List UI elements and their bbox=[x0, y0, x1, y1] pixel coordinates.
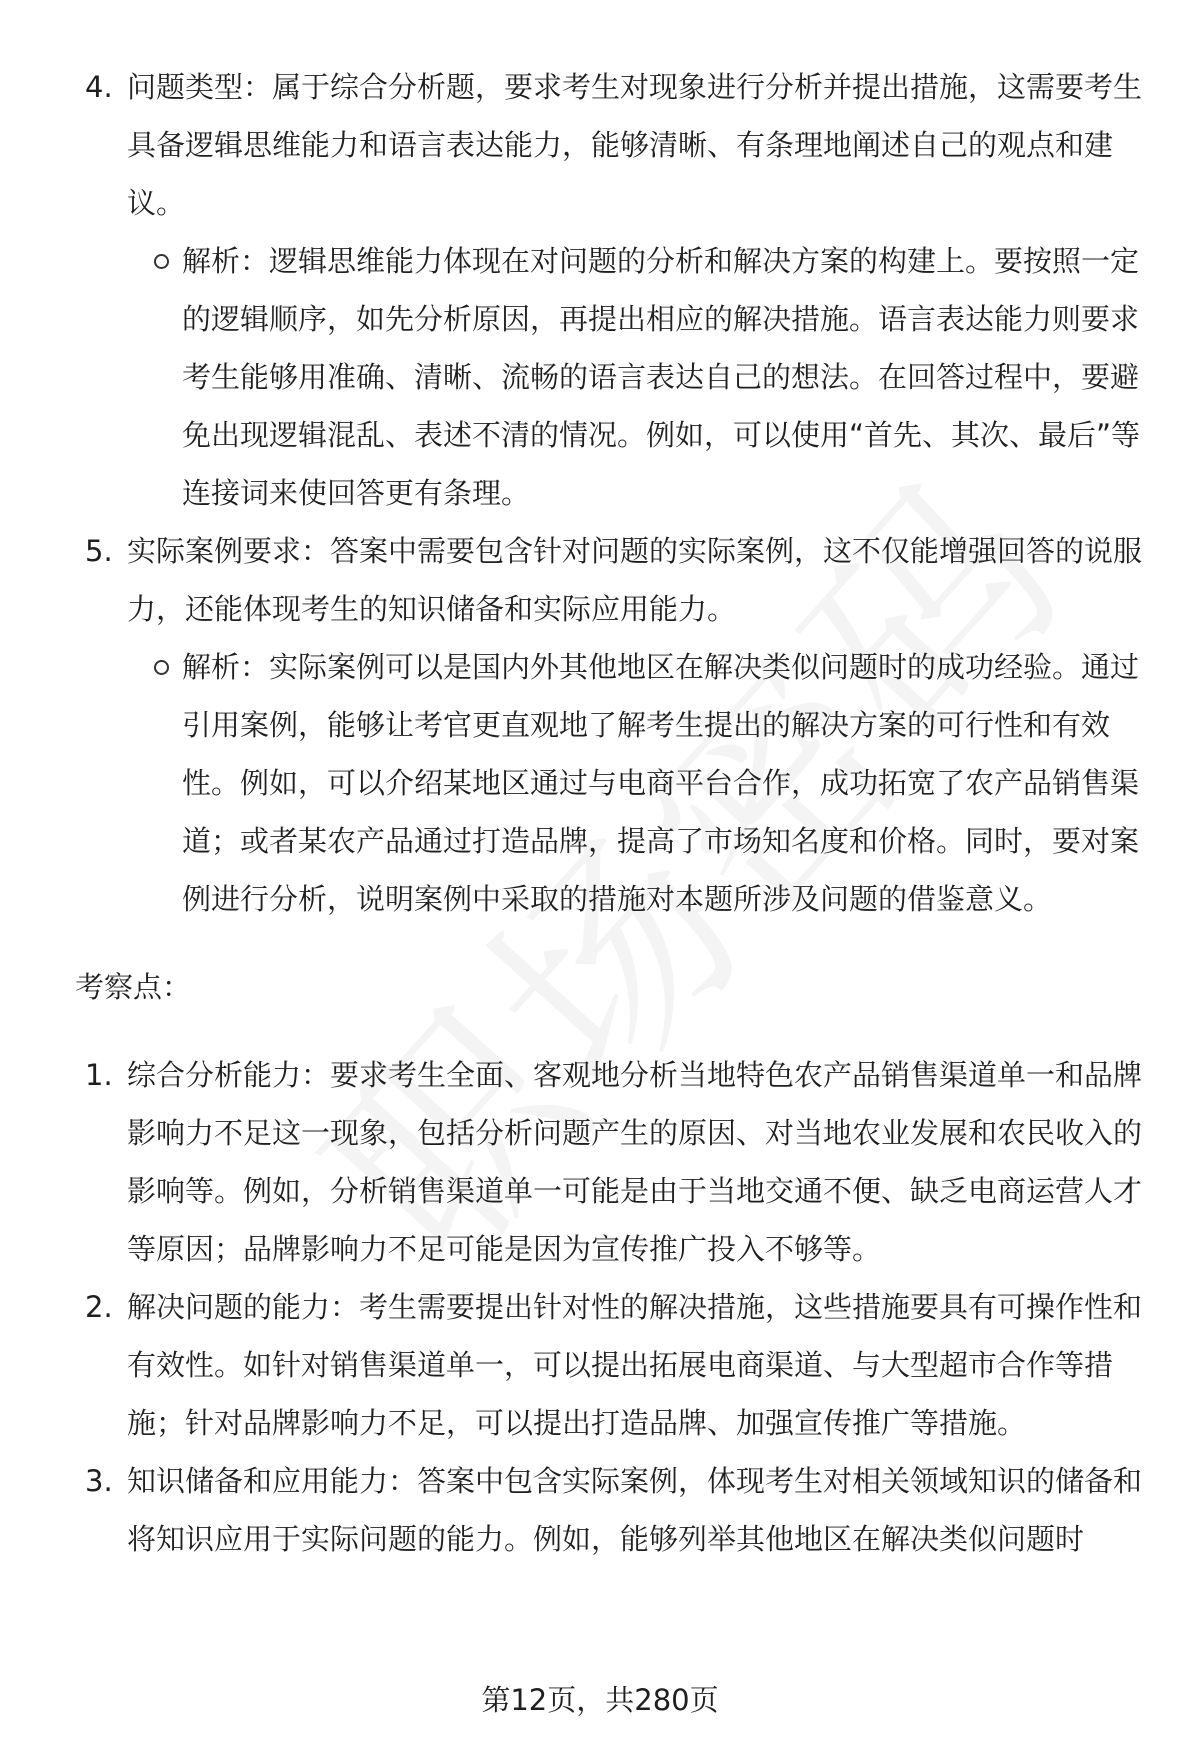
list-item-text: 问题类型：属于综合分析题，要求考生对现象进行分析并提出措施，这需要考生具备逻辑思维能力和语言表达能力，能够清晰、有条理地阐述自己的观点和建议。 bbox=[127, 70, 1143, 220]
list-number: 2. bbox=[85, 1290, 113, 1324]
list-number: 1. bbox=[85, 1058, 113, 1092]
sub-item-text: 解析：实际案例可以是国内外其他地区在解决类似问题时的成功经验。通过引用案例，能够让考官更直观地了解考生提出的解决方案的可行性和有效性。例如，可以介绍某地区通过与电商平台合作，成功拓宽了农产品销售渠道；或者某农产品通过打造品牌，提高了市场知名度和价格。同时，要对案例进行分析，说明案例中采取的措施对本题所涉及问题的借鉴意义。 bbox=[182, 650, 1140, 916]
hollow-bullet-icon bbox=[154, 660, 169, 675]
page-footer: 第12页，共280页 bbox=[481, 1683, 719, 1717]
sub-list-item bbox=[182, 638, 1145, 928]
list-number: 3. bbox=[85, 1464, 113, 1498]
sub-list-item bbox=[182, 232, 1145, 522]
list-item-text: 知识储备和应用能力：答案中包含实际案例，体现考生对相关领域知识的储备和将知识应用于实际问题的能力。例如，能够列举其他地区在解决类似问题时 bbox=[127, 1464, 1143, 1556]
hollow-bullet-icon bbox=[154, 254, 169, 269]
list-item bbox=[75, 1452, 1145, 1568]
list-item-text: 实际案例要求：答案中需要包含针对问题的实际案例，这不仅能增强回答的说服力，还能体现考生的知识储备和实际应用能力。 bbox=[127, 534, 1143, 626]
list-item bbox=[75, 1278, 1145, 1452]
document-content bbox=[75, 58, 1145, 1568]
sub-item-text: 解析：逻辑思维能力体现在对问题的分析和解决方案的构建上。要按照一定的逻辑顺序，如先分析原因，再提出相应的解决措施。语言表达能力则要求考生能够用准确、清晰、流畅的语言表达自己的想法。在回答过程中，要避免出现逻辑混乱、表述不清的情况。例如，可以使用“首先、其次、最后”等连接词来使回答更有条理。 bbox=[182, 244, 1141, 510]
list-item-text: 解决问题的能力：考生需要提出针对性的解决措施，这些措施要具有可操作性和有效性。如针对销售渠道单一，可以提出拓展电商渠道、与大型超市合作等措施；针对品牌影响力不足，可以提出打造品牌、加强宣传推广等措施。 bbox=[127, 1290, 1143, 1440]
list-item bbox=[75, 522, 1145, 638]
section-heading: 考察点： bbox=[75, 970, 192, 1004]
list-item-text: 综合分析能力：要求考生全面、客观地分析当地特色农产品销售渠道单一和品牌影响力不足这一现象，包括分析问题产生的原因、对当地农业发展和农民收入的影响等。例如，分析销售渠道单一可能是由于当地交通不便、缺乏电商运营人才等原因；品牌影响力不足可能是因为宣传推广投入不够等。 bbox=[127, 1058, 1143, 1266]
list-number: 4. bbox=[85, 70, 113, 104]
list-number: 5. bbox=[85, 534, 113, 568]
list-item bbox=[75, 58, 1145, 232]
list-item bbox=[75, 1046, 1145, 1278]
